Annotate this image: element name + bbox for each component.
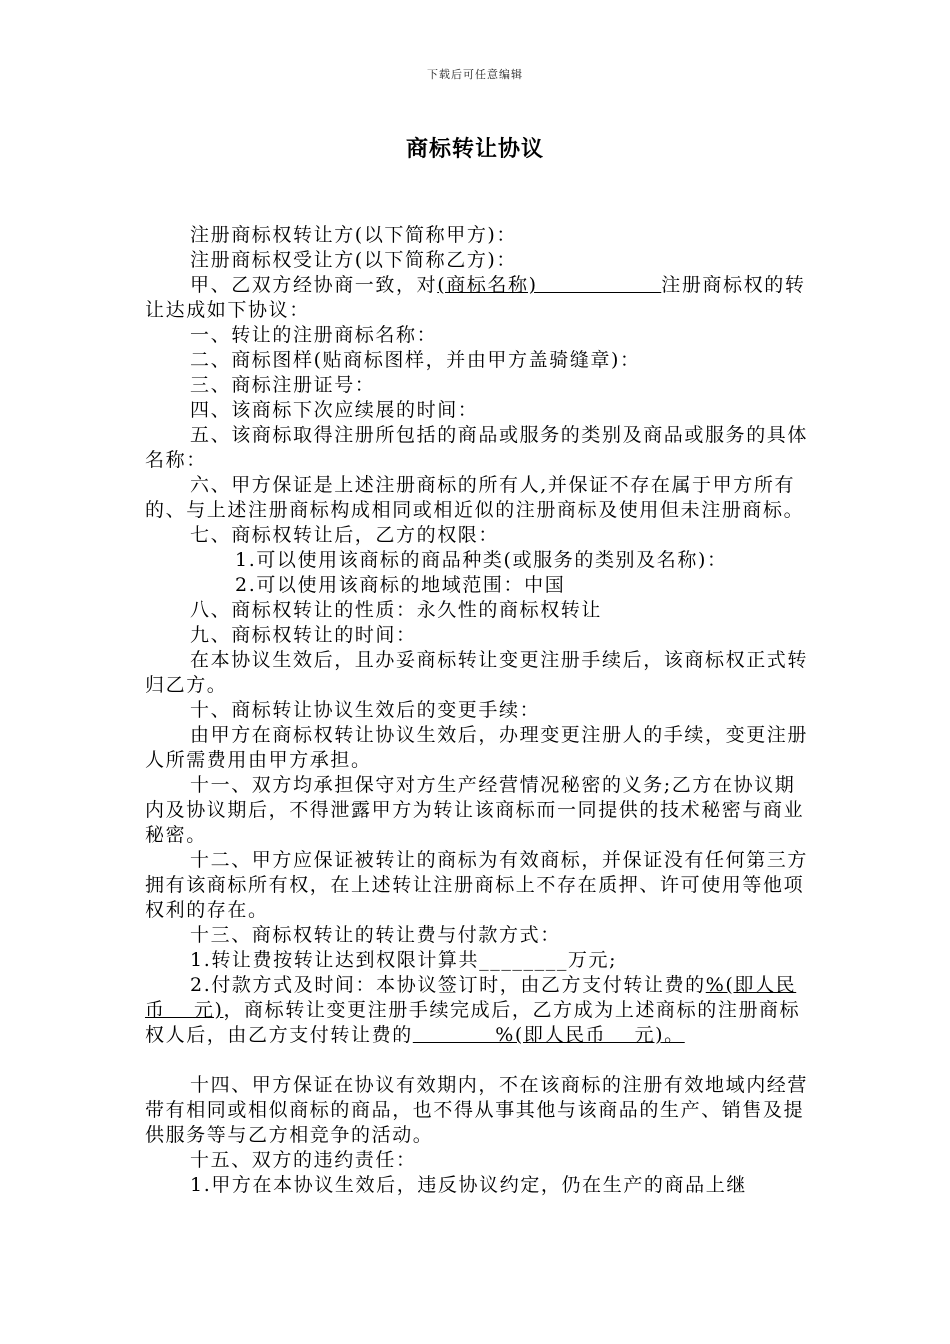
clause-4: 四、该商标下次应续展的时间： <box>190 399 479 421</box>
header-note: 下载后可任意编辑 <box>427 68 523 81</box>
clause-10: 十、商标转让协议生效后的变更手续： <box>190 699 541 721</box>
clause-7: 七、商标权转让后，乙方的权限： <box>190 524 500 546</box>
clause-11: 十一、双方均承担保守对方生产经营情况秘密的义务;乙方在协议期内及协议期后，不得泄露甲方为转让该商标而一同提供的技术秘密与商业秘密。 <box>145 774 805 846</box>
trademark-name-blank: (商标名称) <box>437 274 662 296</box>
payment-blank-2: %(即人民币 元)。 <box>412 1024 685 1046</box>
paragraph-transferee: 注册商标权受让方(以下简称乙方)： <box>190 249 518 271</box>
clause-12: 十二、甲方应保证被转让的商标为有效商标，并保证没有任何第三方拥有该商标所有权，在上述转让注册商标上不存在质押、许可使用等他项权利的存在。 <box>145 849 809 921</box>
clause-7-item-1: 1.可以使用该商标的商品种类(或服务的类别及名称)： <box>235 549 728 571</box>
clause-1: 一、转让的注册商标名称： <box>190 324 438 346</box>
clause-13-item-1: 1.转让费按转让达到权限计算共________万元; <box>190 949 618 971</box>
paragraph-agreement-intro <box>145 273 813 323</box>
document-title: 商标转让协议 <box>405 136 544 162</box>
spacer <box>145 1048 813 1073</box>
paragraph-transferor: 注册商标权转让方(以下简称甲方)： <box>190 224 518 246</box>
intro-text: 甲、乙双方经协商一致，对 <box>190 274 438 296</box>
payment-text-2: ，商标转让变更注册手续完成后，乙方成为上述商标的注册商标权人后，由乙方支付转让费的 <box>145 999 801 1046</box>
clause-3: 三、商标注册证号： <box>190 374 376 396</box>
clause-15: 十五、双方的违约责任： <box>190 1149 417 1171</box>
clause-13: 十三、商标权转让的转让费与付款方式： <box>190 924 561 946</box>
intro-text-end: 注册商标权的转让达成如下协议： <box>145 274 806 321</box>
clause-2: 二、商标图样(贴商标图样，并由甲方盖骑缝章)： <box>190 349 641 371</box>
payment-text: 2.付款方式及时间：本协议签订时，由乙方支付转让费的 <box>190 974 706 996</box>
clause-5: 五、该商标取得注册所包括的商品或服务的类别及商品或服务的具体名称： <box>145 424 809 471</box>
clause-13-item-2 <box>145 973 813 1048</box>
clause-14: 十四、甲方保证在协议有效期内，不在该商标的注册有效地域内经营带有相同或相似商标的商品，也不得从事其他与该商品的生产、销售及提供服务等与乙方相竞争的活动。 <box>145 1074 809 1146</box>
clause-7-item-2: 2.可以使用该商标的地域范围：中国 <box>235 574 566 596</box>
payment-blank-1: %(即人民币 元) <box>145 974 797 1021</box>
clause-15-item-1: 1.甲方在本协议生效后，违反协议约定，仍在生产的商品上继 <box>190 1174 747 1196</box>
clause-8: 八、商标权转让的性质：永久性的商标权转让 <box>190 599 603 621</box>
clause-9: 九、商标权转让的时间： <box>190 624 417 646</box>
clause-6: 六、甲方保证是上述注册商标的所有人,并保证不存在属于甲方所有的、与上述注册商标构成相同或相近似的注册商标及使用但未注册商标。 <box>145 474 805 521</box>
document-body <box>145 223 813 1198</box>
clause-10-detail: 由甲方在商标权转让协议生效后，办理变更注册人的手续，变更注册人所需费用由甲方承担。 <box>145 724 809 771</box>
clause-9-detail: 在本协议生效后，且办妥商标转让变更注册手续后，该商标权正式转归乙方。 <box>145 649 809 696</box>
